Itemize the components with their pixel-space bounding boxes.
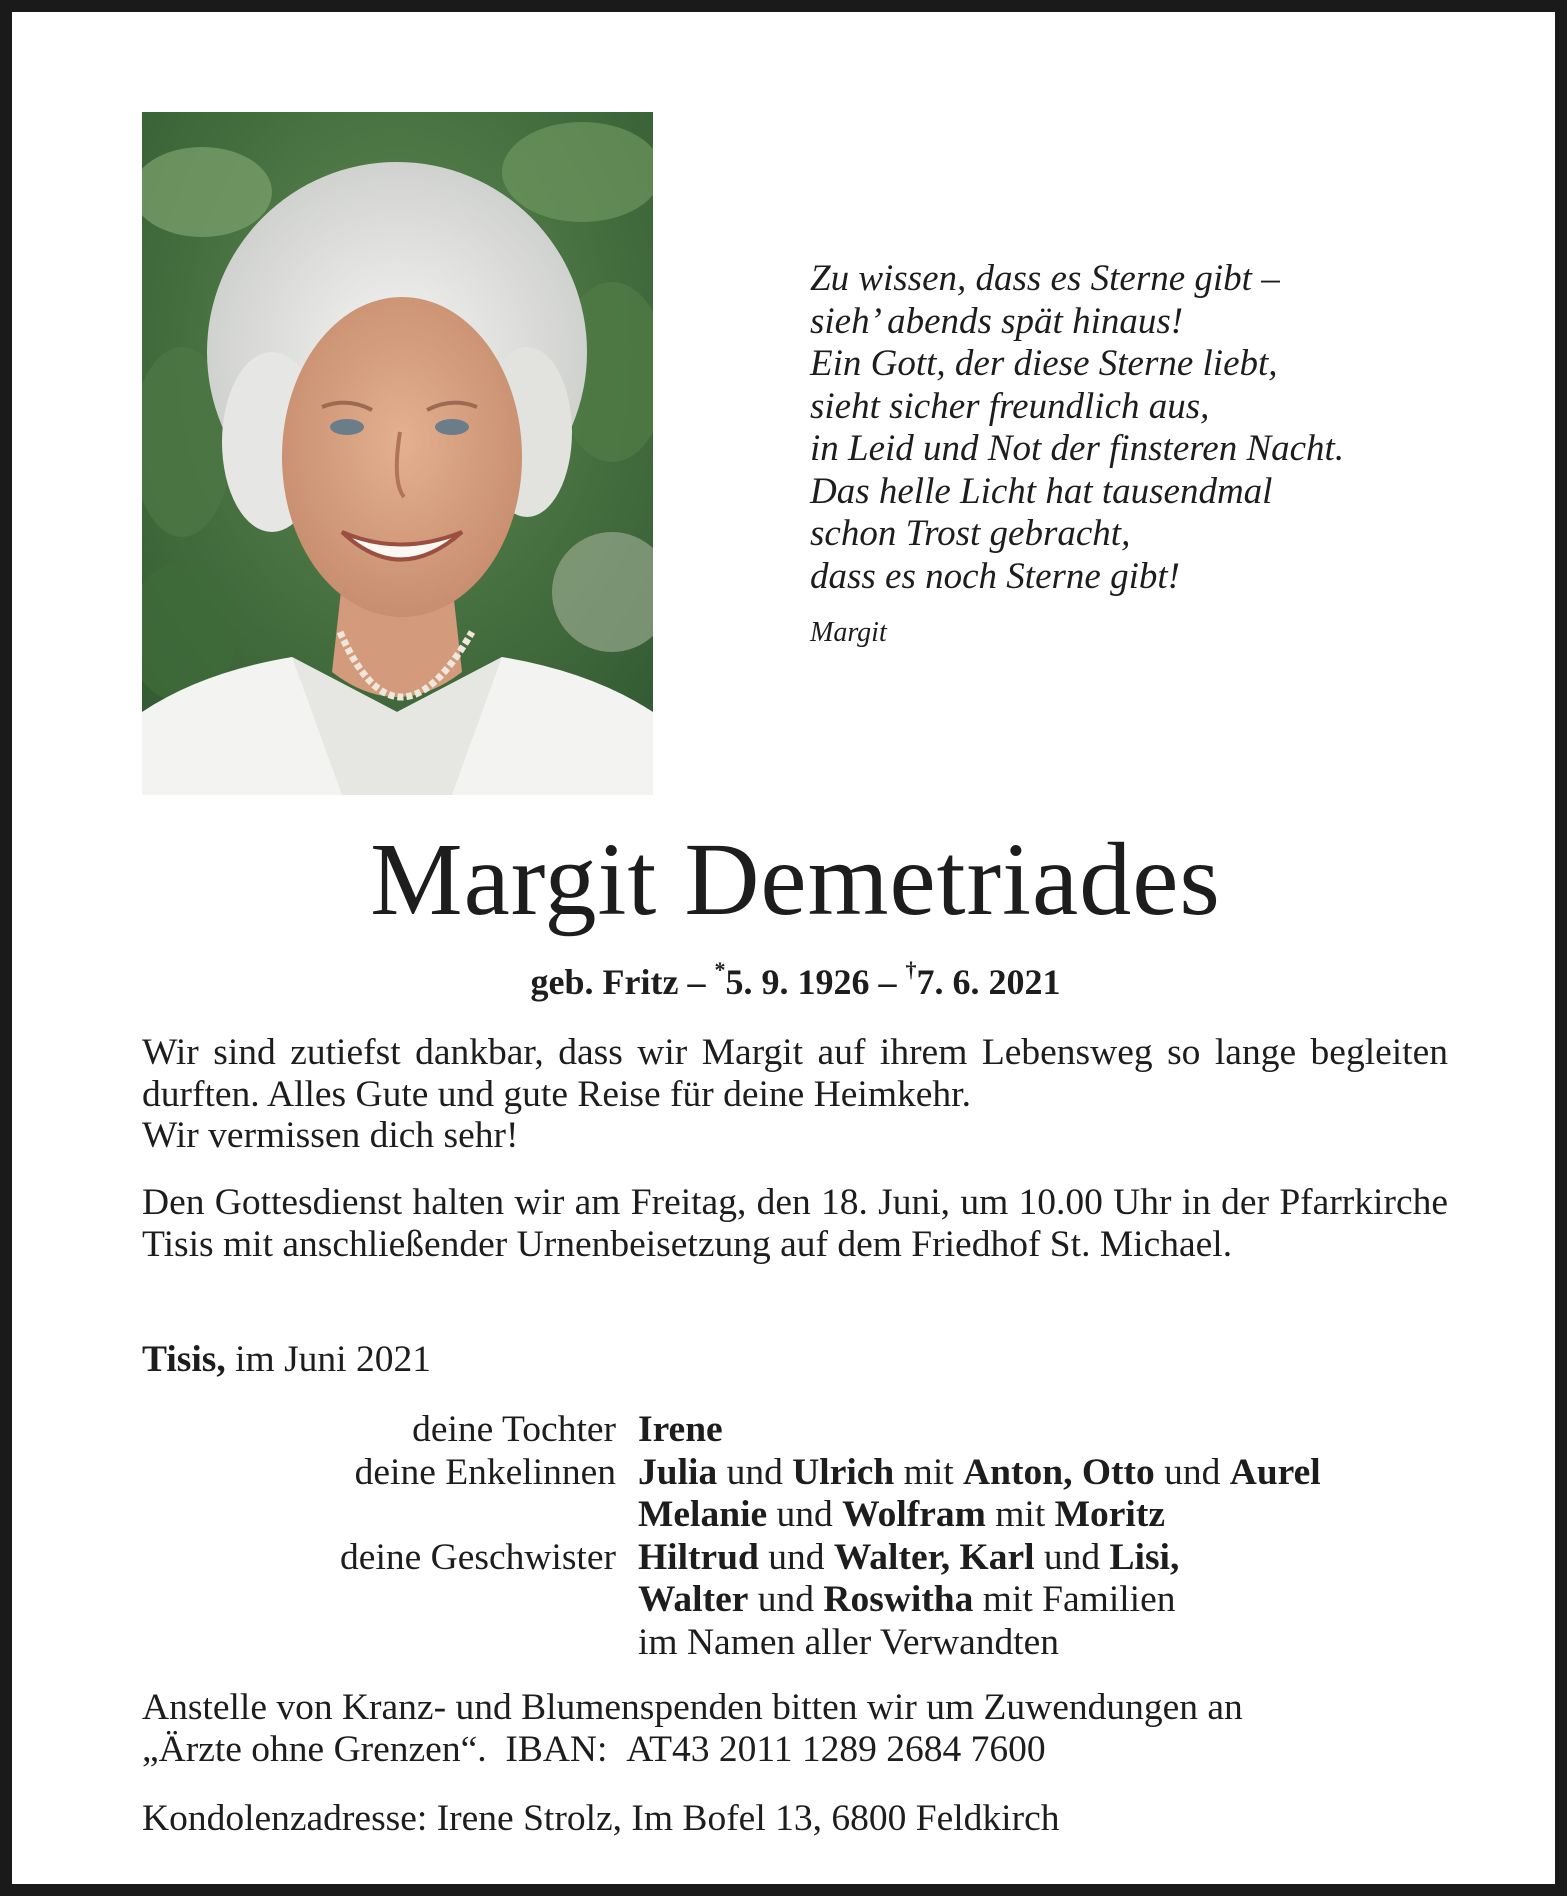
- poem-line: Zu wissen, dass es Sterne gibt –: [810, 258, 1280, 299]
- name: Ulrich: [792, 1451, 895, 1493]
- name: Walter, Karl: [833, 1536, 1035, 1578]
- siblings-names: [638, 1537, 1448, 1580]
- daughter-names: [638, 1409, 1448, 1452]
- iban-label: IBAN:: [505, 1728, 608, 1770]
- dash-separator: –: [678, 962, 715, 1002]
- siblings-label: deine Geschwister: [340, 1536, 616, 1578]
- conjunction: mit: [903, 1451, 954, 1493]
- poem-line: Das helle Licht hat tausendmal: [810, 470, 1273, 512]
- name: Moritz: [1054, 1494, 1165, 1535]
- conjunction: und: [1164, 1451, 1221, 1493]
- family-list: [142, 1409, 1448, 1664]
- poem-line: schon Trost gebracht,: [810, 513, 1131, 554]
- poem: [810, 258, 1344, 655]
- name: Julia: [638, 1451, 718, 1493]
- family-row: [142, 1409, 1448, 1452]
- name: Irene: [638, 1409, 723, 1450]
- poem-author: Margit: [810, 617, 887, 648]
- life-dates: [12, 952, 1567, 1004]
- place: Tisis,: [142, 1339, 226, 1380]
- name: Hiltrud: [638, 1536, 759, 1578]
- empty-label: [142, 1494, 638, 1537]
- poem-line: in Leid und Not der finsteren Nacht.: [810, 428, 1345, 469]
- siblings-names: [638, 1579, 1448, 1622]
- name: Walter: [638, 1579, 749, 1620]
- poem-line: dass es noch Sterne gibt!: [810, 555, 1180, 597]
- name: Roswitha: [823, 1579, 974, 1620]
- birth-star-icon: *: [714, 957, 726, 982]
- grandchildren-names: [638, 1494, 1448, 1537]
- family-row: [142, 1622, 1448, 1665]
- families-text: mit Familien: [982, 1579, 1176, 1620]
- donation-paragraph: [142, 1687, 1448, 1770]
- poem-line: sieht sicher freundlich aus,: [810, 385, 1210, 427]
- conjunction: und: [726, 1451, 783, 1493]
- empty-label: [142, 1579, 638, 1622]
- name: Wolfram: [842, 1494, 986, 1535]
- thanks-paragraph: [142, 1032, 1448, 1157]
- family-row: [142, 1537, 1448, 1580]
- date-text: im Juni 2021: [235, 1339, 431, 1380]
- thanks-text: Wir sind zutiefst dankbar, dass wir Margit auf ihrem Lebensweg so lange begleiten durften. Alles Gute und gute Reise für deine Heimkehr.: [142, 1032, 1448, 1115]
- miss-text: Wir vermissen dich sehr!: [142, 1115, 519, 1156]
- conjunction: und: [1043, 1536, 1101, 1578]
- portrait-photo-image: [142, 112, 653, 795]
- poem-line: Ein Gott, der diese Sterne liebt,: [810, 343, 1278, 384]
- donation-account: [142, 1729, 1448, 1771]
- conjunction: und: [768, 1536, 825, 1578]
- family-row: [142, 1579, 1448, 1622]
- family-row: [142, 1494, 1448, 1537]
- grandchildren-label: deine Enkelinnen: [354, 1451, 616, 1493]
- service-paragraph: Den Gottesdienst halten wir am Freitag, den 18. Juni, um 10.00 Uhr in der Pfarrkirche Tisis mit anschließender Urnenbeisetzung auf dem Friedhof St. Michael.: [142, 1182, 1448, 1265]
- poem-line: sieh’ abends spät hinaus!: [810, 300, 1184, 342]
- name: Lisi,: [1109, 1536, 1180, 1578]
- donation-org: „Ärzte ohne Grenzen“.: [142, 1728, 487, 1770]
- family-row: [142, 1452, 1448, 1495]
- name: Melanie: [638, 1494, 768, 1535]
- conjunction: mit: [995, 1494, 1046, 1535]
- iban-number: AT43 2011 1289 2684 7600: [626, 1728, 1046, 1770]
- portrait-photo: [142, 112, 653, 795]
- condolence-address: Kondolenzadresse: Irene Strolz, Im Bofel 13, 6800 Feldkirch: [142, 1798, 1060, 1839]
- conjunction: und: [776, 1494, 833, 1535]
- maiden-name: geb. Fritz: [530, 962, 679, 1002]
- name: Anton, Otto: [963, 1451, 1155, 1493]
- relatives-text: im Namen aller Verwandten: [638, 1621, 1060, 1663]
- empty-label: [142, 1622, 638, 1665]
- name: Aurel: [1229, 1451, 1321, 1493]
- dash-separator: –: [869, 962, 906, 1002]
- place-date: [142, 1339, 1448, 1381]
- death-cross-icon: †: [905, 957, 917, 982]
- grandchildren-names: [638, 1452, 1448, 1495]
- donation-text: Anstelle von Kranz- und Blumenspenden bitten wir um Zuwendungen an: [142, 1687, 1243, 1728]
- daughter-label: deine Tochter: [412, 1409, 616, 1450]
- death-date: 7. 6. 2021: [916, 962, 1061, 1002]
- conjunction: und: [757, 1579, 815, 1620]
- deceased-name: Margit Demetriades: [370, 822, 1221, 937]
- birth-date: 5. 9. 1926: [725, 962, 870, 1002]
